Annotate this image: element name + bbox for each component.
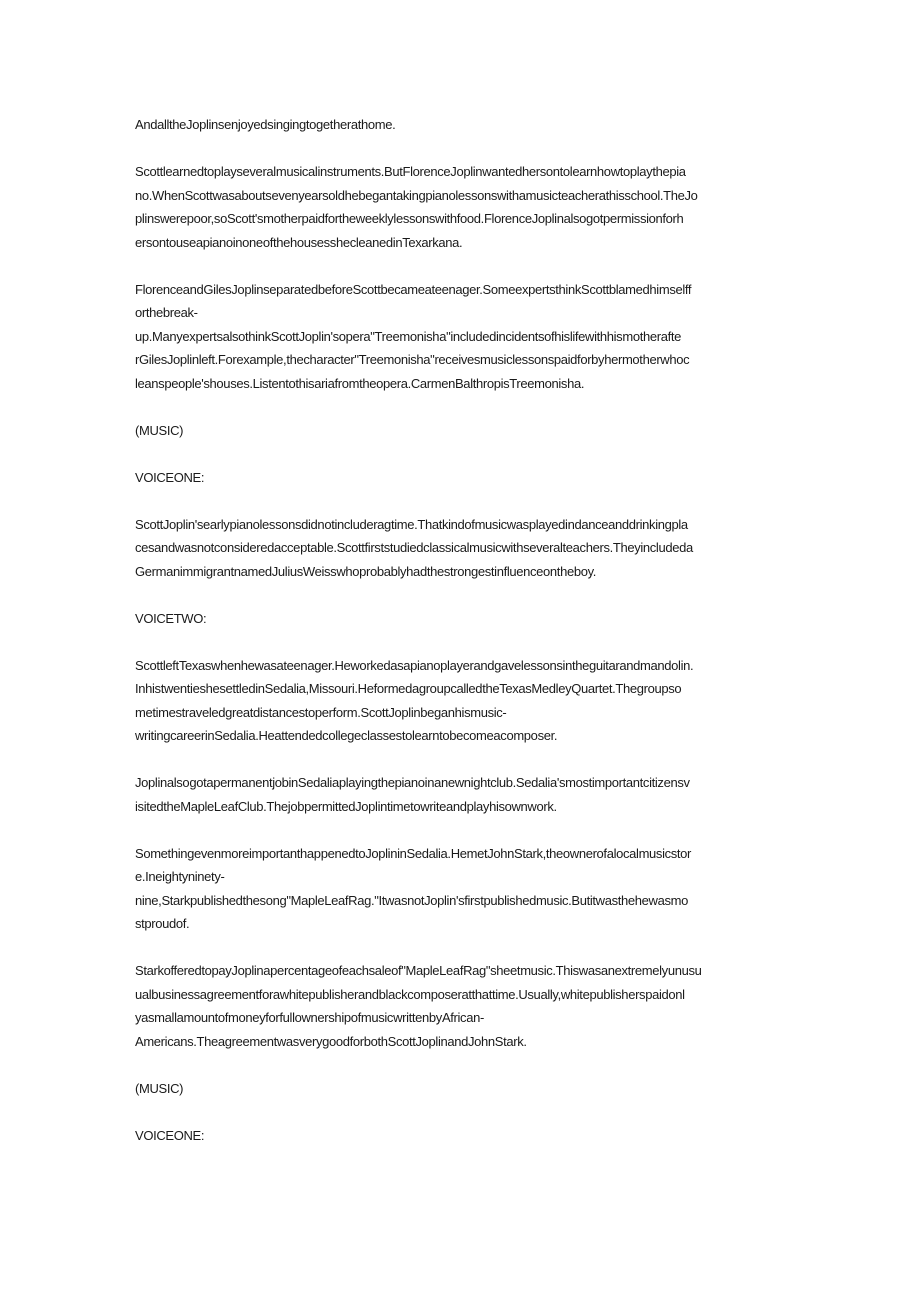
text-line: Americans.TheagreementwasverygoodforbothScottJoplinandJohnStark. [135, 1033, 527, 1049]
text-line: rGilesJoplinleft.Forexample,thecharacter"Treemonisha"receivesmusiclessonspaidforbyhermotherwhoc [135, 352, 690, 367]
text-line: AndalltheJoplinsenjoyedsingingtogetherathome. [135, 117, 396, 132]
text-line: VOICEONE: [135, 469, 205, 485]
paragraph [135, 654, 785, 748]
text-line: VOICETWO: [135, 610, 207, 626]
text-line: SomethingevenmoreimportanthappenedtoJoplininSedalia.HemetJohnStark,theownerofalocalmusicstor [135, 845, 692, 861]
text-line: up.ManyexpertsalsothinkScottJoplin'sopera"Treemonisha"includedincidentsofhislifewithhismotherafte [135, 328, 681, 344]
paragraph [135, 959, 785, 1053]
text-line: VOICEONE: [135, 1127, 205, 1143]
music-cue [135, 1077, 785, 1101]
text-line: GermanimmigrantnamedJuliusWeisswhoprobablyhadthestrongestinfluenceontheboy. [135, 563, 597, 579]
text-line: JoplinalsogotapermanentjobinSedaliaplayingthepianoinanewnightclub.Sedalia'smostimportantcitizensv [135, 775, 690, 790]
text-line: writingcareerinSedalia.Heattendedcollegeclassestolearntobecomeacomposer. [135, 728, 558, 743]
paragraph [135, 842, 785, 936]
text-line: ScottleftTexaswhenhewasateenager.Heworkedasapianoplayerandgavelessonsintheguitarandmandolin. [135, 657, 694, 673]
speaker-label [135, 607, 785, 631]
text-line: leanspeople'shouses.Listentothisariafromtheopera.CarmenBalthropisTreemonisha. [135, 375, 585, 391]
text-line: FlorenceandGilesJoplinseparatedbeforeScottbecameateenager.SomeexpertsthinkScottblamedhimselff [135, 281, 692, 297]
paragraph [135, 113, 785, 137]
text-line: stproudof. [135, 916, 190, 931]
speaker-label [135, 1124, 785, 1148]
paragraph [135, 278, 785, 396]
text-line: no.WhenScottwasaboutsevenyearsoldhebegantakingpianolessonswithamusicteacherathisschool.TheJo [135, 187, 698, 203]
text-line: (MUSIC) [135, 1080, 184, 1096]
text-line: ersontouseapianoinoneofthehousesshecleanedinTexarkana. [135, 234, 463, 250]
music-cue [135, 419, 785, 443]
text-line: cesandwasnotconsideredacceptable.Scottfirststudiedclassicalmusicwithseveralteachers.Theyincludeda [135, 540, 693, 555]
paragraph [135, 160, 785, 254]
paragraph [135, 513, 785, 584]
text-line: nine,Starkpublishedthesong"MapleLeafRag."ItwasnotJoplin'sfirstpublishedmusic.Butitwasthehewasmo [135, 892, 688, 908]
speaker-label [135, 466, 785, 490]
text-line: orthebreak- [135, 305, 198, 320]
text-line: StarkofferedtopayJoplinapercentageofeachsaleof"MapleLeafRag"sheetmusic.Thiswasanextremelyunusu [135, 963, 702, 978]
paragraph [135, 771, 785, 818]
text-line: plinswerepoor,soScott'smotherpaidfortheweeklylessonswithfood.FlorenceJoplinalsogotpermissionforh [135, 211, 684, 226]
text-line: e.Ineightyninety- [135, 869, 225, 884]
text-line: (MUSIC) [135, 422, 184, 438]
text-line: metimestraveledgreatdistancestoperform.ScottJoplinbeganhismusic- [135, 704, 507, 720]
text-line: isitedtheMapleLeafClub.ThejobpermittedJoplintimetowriteandplayhisownwork. [135, 798, 557, 814]
text-line: InhistwentieshesettledinSedalia,Missouri.HeformedagroupcalledtheTexasMedleyQuartet.Thegroupso [135, 681, 682, 696]
text-line: ualbusinessagreementforawhitepublisherandblackcomposeratthattime.Usually,whitepublisherspaidonl [135, 986, 685, 1002]
text-line: ScottJoplin'searlypianolessonsdidnotincluderagtime.Thatkindofmusicwasplayedindanceanddrinkingpla [135, 516, 688, 532]
text-line: Scottlearnedtoplayseveralmusicalinstruments.ButFlorenceJoplinwantedhersontolearnhowtoplaythepia [135, 164, 686, 179]
document-page [135, 113, 785, 1171]
text-line: yasmallamountofmoneyforfullownershipofmusicwrittenbyAfrican- [135, 1010, 484, 1025]
